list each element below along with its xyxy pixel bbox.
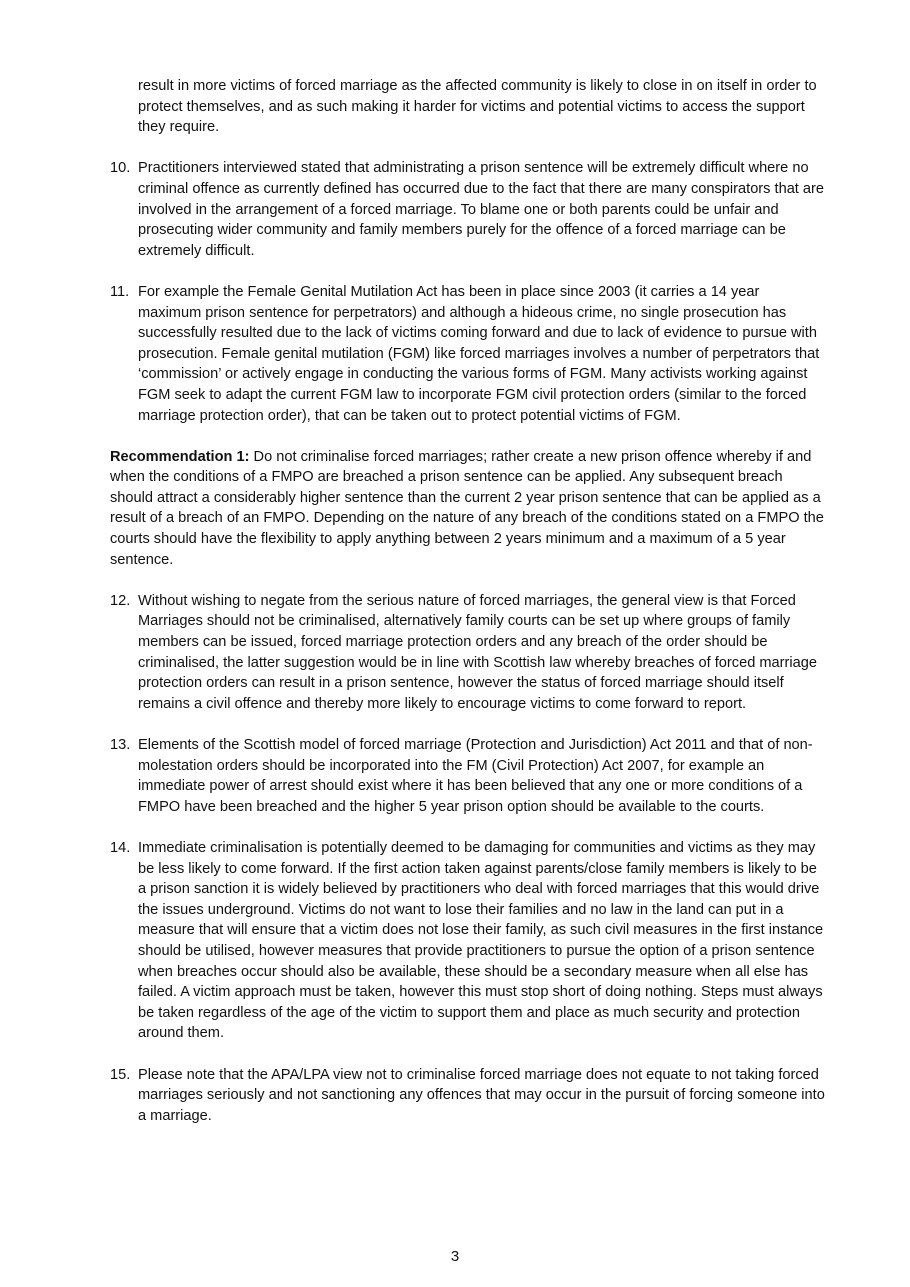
item-number: 12.	[110, 592, 131, 609]
item-number: 15.	[110, 1066, 131, 1083]
numbered-item-12	[110, 591, 826, 715]
item-text: Without wishing to negate from the serious nature of forced marriages, the general view is that Forced Marriages should not be criminalised, alternatively family courts can be set up where groups of family members can be issued, forced marriage protection orders and any breach of the order should be criminalised, the latter suggestion would be in line with Scottish law whereby breaches of forced marriage protection orders can result in a prison sentence, however the status of forced marriage should itself remains a civil offence and thereby more likely to encourage victims to come forward to report.	[138, 592, 817, 712]
page-number: 3	[450, 1248, 460, 1265]
document-body	[110, 76, 826, 1126]
recommendation-label: Recommendation 1:	[110, 448, 250, 465]
item-text: Please note that the APA/LPA view not to criminalise forced marriage does not equate to not taking forced marriages seriously and not sanctioning any offences that may occur in the pursuit of forcing someone into a marriage.	[138, 1066, 825, 1124]
numbered-item-14	[110, 838, 826, 1044]
item-text: Practitioners interviewed stated that administrating a prison sentence will be extremely difficult where no criminal offence as currently defined has occurred due to the fact that there are many conspirators that are involved in the arrangement of a forced marriage. To blame one or both parents could be unfair and prosecuting wider community and family members purely for the offence of a forced marriage can be extremely difficult.	[138, 160, 825, 259]
item-text: For example the Female Genital Mutilation Act has been in place since 2003 (it carries a 14 year maximum prison sentence for perpetrators) and although a hideous crime, no single prosecution has successfully resulted due to the lack of victims coming forward and due to lack of evidence to pursue with prosecution. Female genital mutilation (FGM) like forced marriages involves a number of perpetrators that ‘commission’ or actively engage in conducting the various forms of FGM. Many activists working against FGM seek to adapt the current FGM law to incorporate FGM civil protection orders (similar to the forced marriage protection order), that can be taken out to protect potential victims of FGM.	[138, 283, 820, 424]
numbered-item-13	[110, 735, 826, 817]
item-text: Elements of the Scottish model of forced marriage (Protection and Jurisdiction) Act 2011 and that of non-molestation orders should be incorporated into the FM (Civil Protection) Act 2007, for example an immediate power of arrest should exist where it has been believed that any one or more conditions of a FMPO have been breached and the higher 5 year prison option should be available to the courts.	[138, 737, 813, 815]
numbered-item-15	[110, 1065, 826, 1127]
numbered-item-10	[110, 158, 826, 261]
recommendation-paragraph	[110, 447, 826, 571]
item-text: Immediate criminalisation is potentially deemed to be damaging for communities and victims as they may be less likely to come forward. If the first action taken against parents/close family members is likely to be a prison sanction it is widely believed by practitioners who deal with forced marriages that this would drive the issues underground. Victims do not want to lose their families and no law in the land can put in a measure that will ensure that a victim does not lose their family, as such civil measures in the first instance should be utilised, however measures that provide practitioners to pursue the option of a prison sentence when breaches occur should also be available, these should be a secondary measure when all else has failed. A victim approach must be taken, however this must stop short of doing nothing. Steps must always be taken regardless of the age of the victim to support them and place as much security and protection around them.	[138, 839, 824, 1042]
item-number: 13.	[110, 737, 131, 753]
item-number: 14.	[110, 839, 131, 856]
recommendation-text: Do not criminalise forced marriages; rather create a new prison offence whereby if and when the conditions of a FMPO are breached a prison sentence can be applied. Any subsequent breach should attract a considerably higher sentence than the current 2 year prison sentence that can be applied as a result of a breach of an FMPO. Depending on the nature of any breach of the conditions stated on a FMPO the courts should have the flexibility to apply anything between 2 years minimum and a maximum of a 5 year sentence.	[110, 448, 824, 568]
item-number: 11.	[110, 283, 130, 300]
numbered-item-11	[110, 282, 826, 426]
item-number: 10.	[110, 160, 131, 177]
continuation-paragraph: result in more victims of forced marriage as the affected community is likely to close in on itself in order to protect themselves, and as such making it harder for victims and potential victims to access the support they require.	[138, 78, 817, 136]
